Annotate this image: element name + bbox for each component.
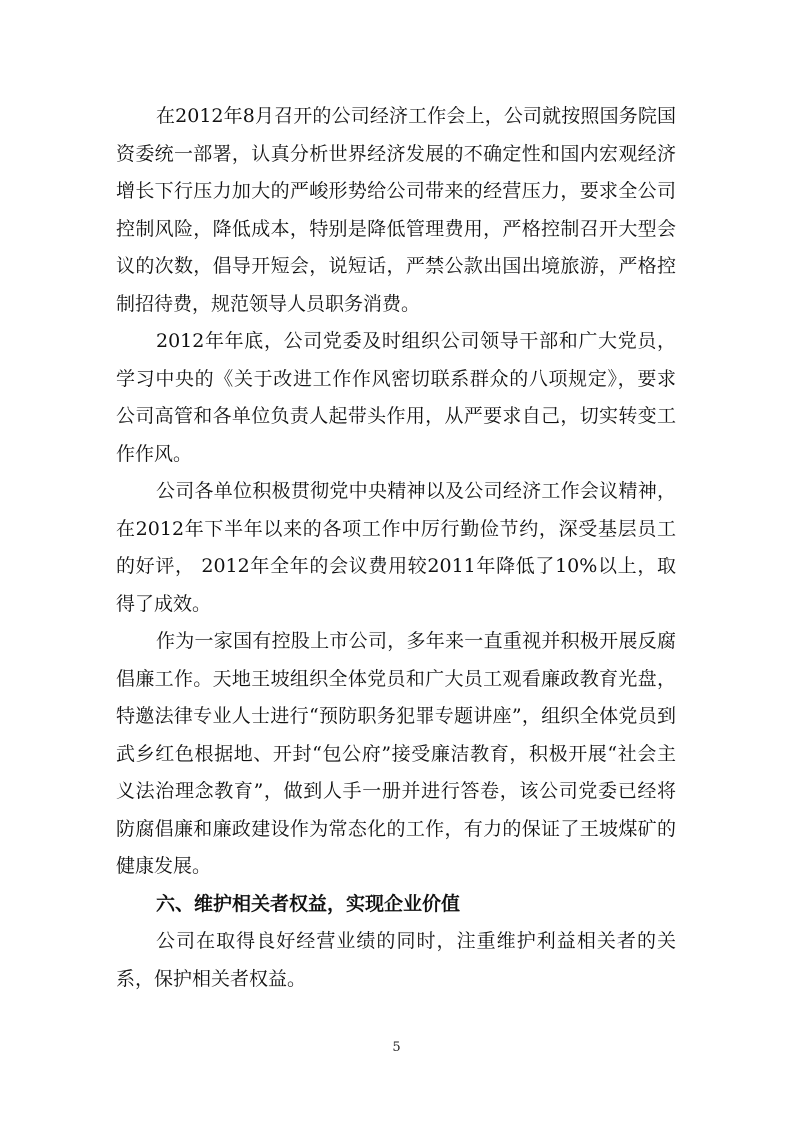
paragraph-4: 作为一家国有控股上市公司，多年来一直重视并积极开展反腐倡廉工作。天地王坡组织全体党员和广大员工观看廉政教育光盘，特邀法律专业人士进行“预防职务犯罪专题讲座”，组织全体党员到武乡红色根据地、开封“包公府”接受廉洁教育，积极开展“社会主义法治理念教育”，做到人手一册并进行答卷，该公司党委已经将防腐倡廉和廉政建设作为常态化的工作，有力的保证了王坡煤矿的健康发展。 xyxy=(116,630,676,877)
paragraph-1: 在2012年8月召开的公司经济工作会上，公司就按照国务院国资委统一部署，认真分析世界经济发展的不确定性和国内宏观经济增长下行压力加大的严峻形势给公司带来的经营压力，要求全公司控制风险，降低成本，特别是降低管理费用，严格控制召开大型会议的次数，倡导开短会，说短话，严禁公款出国出境旅游，严格控制招待费，规范领导人员职务消费。 xyxy=(116,105,676,315)
paragraph-2: 2012年年底，公司党委及时组织公司领导干部和广大党员，学习中央的《关于改进工作作风密切联系群众的八项规定》，要求公司高管和各单位负责人起带头作用，从严要求自己，切实转变工作作风。 xyxy=(116,330,676,465)
closing-paragraph: 公司在取得良好经营业绩的同时，注重维护利益相关者的关系，保护相关者权益。 xyxy=(116,930,676,990)
page-number: 5 xyxy=(392,1040,401,1055)
document-body xyxy=(116,98,676,998)
section-heading: 六、维护相关者权益，实现企业价值 xyxy=(156,892,461,915)
paragraph-3: 公司各单位积极贯彻党中央精神以及公司经济工作会议精神，在2012年下半年以来的各项工作中厉行勤俭节约，深受基层员工的好评， 2012年全年的会议费用较2011年降低了10%以上，取得了成效。 xyxy=(116,480,676,615)
